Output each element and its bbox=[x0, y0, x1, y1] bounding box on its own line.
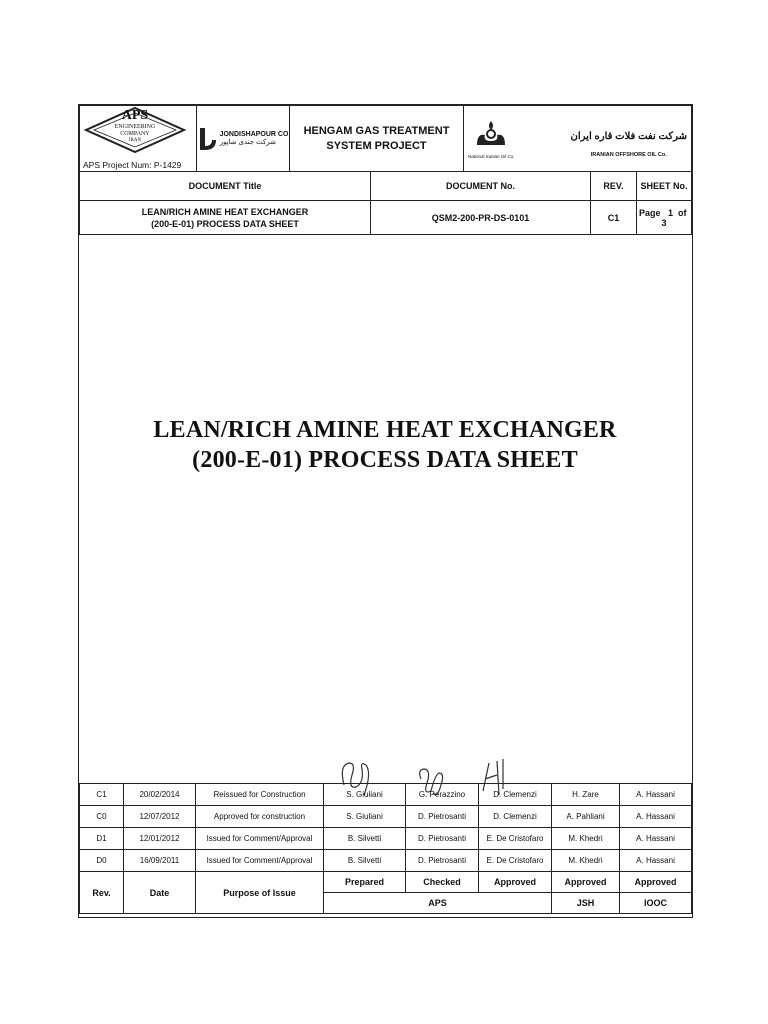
org-aps: APS bbox=[324, 893, 552, 914]
aps-logo-text: APS bbox=[121, 108, 149, 123]
table-row bbox=[80, 850, 692, 872]
rev-purpose: Issued for Comment/Approval bbox=[196, 828, 324, 850]
revision-code: C1 bbox=[591, 201, 637, 235]
rev-checked: D. Pietrosanti bbox=[406, 850, 479, 872]
client-logo-cell bbox=[464, 106, 692, 172]
page-of-word: of bbox=[678, 207, 687, 218]
page-current: 1 bbox=[668, 207, 674, 218]
aps-logo-sub2: COMPANY bbox=[120, 131, 150, 137]
rev-approved-iooc: A. Hassani bbox=[620, 784, 692, 806]
rev-purpose: Issued for Comment/Approval bbox=[196, 850, 324, 872]
prepared-header: Prepared bbox=[324, 872, 406, 893]
rev-approved: D. Clemenzi bbox=[479, 806, 552, 828]
rev-code: D0 bbox=[80, 850, 124, 872]
sheet-number bbox=[637, 201, 692, 235]
rev-approved-jsh: M. Khedri bbox=[552, 828, 620, 850]
rev-approved-iooc: A. Hassani bbox=[620, 850, 692, 872]
rev-label: REV. bbox=[591, 172, 637, 201]
rev-checked: D. Pietrosanti bbox=[406, 806, 479, 828]
org-jsh: JSH bbox=[552, 893, 620, 914]
table-row bbox=[80, 828, 692, 850]
rev-code: C1 bbox=[80, 784, 124, 806]
aps-logo-sub3: IRAN bbox=[128, 138, 142, 143]
document-number: QSM2-200-PR-DS-0101 bbox=[371, 201, 591, 235]
revision-header-row bbox=[80, 872, 692, 893]
rev-purpose: Approved for construction bbox=[196, 806, 324, 828]
approved-header: Approved bbox=[479, 872, 552, 893]
rev-date: 20/02/2014 bbox=[124, 784, 196, 806]
approved-jsh-header: Approved bbox=[552, 872, 620, 893]
project-title-line2: SYSTEM PROJECT bbox=[326, 139, 427, 152]
rev-prepared: S. Giuliani bbox=[324, 806, 406, 828]
checked-header: Checked bbox=[406, 872, 479, 893]
purpose-header: Purpose of Issue bbox=[196, 872, 324, 914]
document-title-cell bbox=[80, 201, 371, 235]
rev-purpose: Reissued for Construction bbox=[196, 784, 324, 806]
nioc-label: National Iranian Oil Co. bbox=[468, 153, 515, 159]
sheet-number-label: SHEET No. bbox=[637, 172, 692, 201]
rev-code: C0 bbox=[80, 806, 124, 828]
table-row bbox=[80, 784, 692, 806]
rev-date: 12/01/2012 bbox=[124, 828, 196, 850]
main-title-line2: (200-E-01) PROCESS DATA SHEET bbox=[192, 447, 578, 473]
rev-approved-iooc: A. Hassani bbox=[620, 828, 692, 850]
project-title-cell bbox=[290, 106, 464, 172]
approved-iooc-header: Approved bbox=[620, 872, 692, 893]
iooc-name: IRANIAN OFFSHORE OIL Co. bbox=[590, 151, 667, 158]
aps-logo-cell bbox=[80, 106, 197, 172]
document-title-line2: (200-E-01) PROCESS DATA SHEET bbox=[151, 218, 299, 229]
title-block bbox=[79, 105, 692, 235]
rev-approved: D. Clemenzi bbox=[479, 784, 552, 806]
document-title-label: DOCUMENT Title bbox=[80, 172, 371, 201]
aps-logo-sub1: ENGINEERING bbox=[114, 124, 156, 130]
rev-approved-jsh: H. Zare bbox=[552, 784, 620, 806]
rev-approved-jsh: A. Pahliani bbox=[552, 806, 620, 828]
revision-table bbox=[79, 783, 692, 914]
rev-code: D1 bbox=[80, 828, 124, 850]
rev-approved: E. De Cristofaro bbox=[479, 828, 552, 850]
document-title-line1: LEAN/RICH AMINE HEAT EXCHANGER bbox=[141, 206, 309, 217]
rev-date: 12/07/2012 bbox=[124, 806, 196, 828]
main-title-line1: LEAN/RICH AMINE HEAT EXCHANGER bbox=[153, 417, 617, 443]
date-header: Date bbox=[124, 872, 196, 914]
rev-approved: E. De Cristofaro bbox=[479, 850, 552, 872]
jondishapour-name-farsi: شرکت جندی شاپور bbox=[219, 139, 276, 146]
page-total: 3 bbox=[661, 217, 667, 228]
rev-header: Rev. bbox=[80, 872, 124, 914]
aps-project-number: APS Project Num: P-1429 bbox=[83, 160, 182, 170]
org-iooc: IOOC bbox=[620, 893, 692, 914]
jondishapour-name: JONDISHAPOUR CO bbox=[219, 131, 289, 138]
rev-prepared: S. Giuliani bbox=[324, 784, 406, 806]
jondishapour-logo-icon bbox=[198, 126, 218, 152]
main-title bbox=[79, 415, 691, 475]
rev-prepared: B. Silvetti bbox=[324, 850, 406, 872]
rev-approved-iooc: A. Hassani bbox=[620, 806, 692, 828]
datasheet-cover bbox=[78, 104, 693, 918]
table-row bbox=[80, 806, 692, 828]
iooc-name-farsi: شرکت نفت فلات قاره ایران bbox=[570, 130, 688, 142]
aps-logo bbox=[80, 106, 190, 162]
nioc-logo-icon bbox=[474, 119, 508, 149]
rev-date: 16/09/2011 bbox=[124, 850, 196, 872]
document-number-label: DOCUMENT No. bbox=[371, 172, 591, 201]
rev-prepared: B. Silvetti bbox=[324, 828, 406, 850]
page-word: Page bbox=[638, 207, 661, 218]
rev-approved-jsh: M. Khedri bbox=[552, 850, 620, 872]
project-title-line1: HENGAM GAS TREATMENT bbox=[303, 124, 450, 137]
rev-checked: D. Pietrosanti bbox=[406, 828, 479, 850]
rev-checked: G. Perazzino bbox=[406, 784, 479, 806]
jondishapour-logo-cell bbox=[197, 106, 290, 172]
